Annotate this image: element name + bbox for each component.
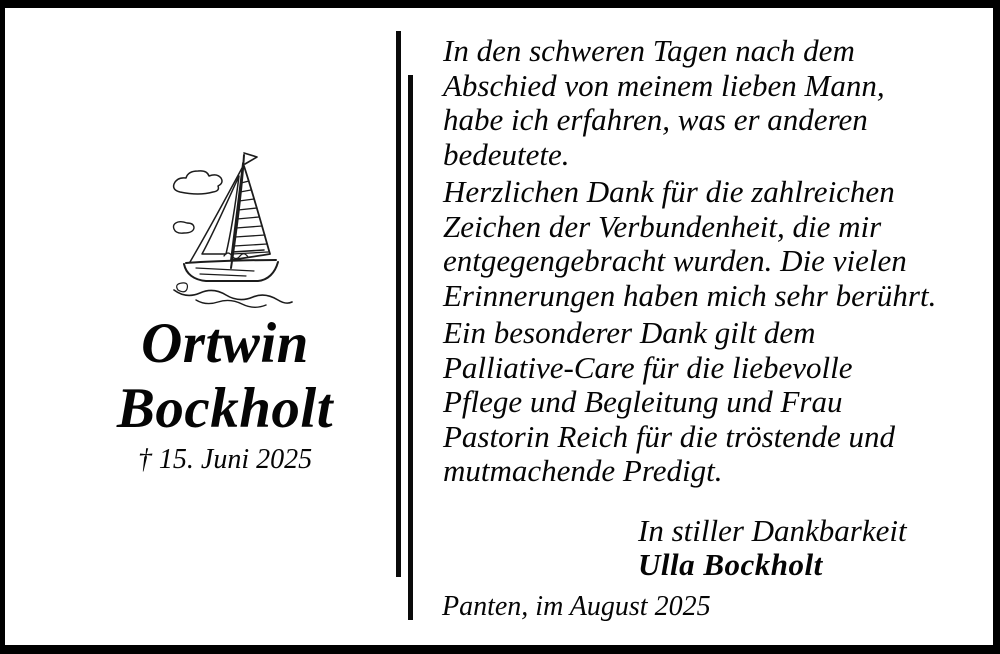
memorial-paragraph-2: Herzlichen Dank für die zahlreichen Zeichen der Verbundenheit, die mir entgegengebracht wurden. Die vielen Erinnerungen haben mich sehr berührt. (443, 174, 937, 313)
closing-line: In stiller Dankbarkeit (638, 513, 907, 548)
deceased-first-name: Ortwin (141, 312, 309, 375)
signature-name: Ulla Bockholt (638, 547, 823, 582)
deceased-name (60, 311, 390, 441)
death-date: † 15. Juni 2025 (137, 444, 313, 475)
memorial-text (443, 34, 983, 489)
memorial-paragraph-3: Ein besonderer Dank gilt dem Palliative-Care für die liebevolle Pflege und Begleitung und Frau Pastorin Reich für die tröstende und mutmachende Predigt. (443, 315, 896, 488)
divider-rule-right (408, 75, 413, 620)
sailboat-icon (166, 148, 296, 312)
divider-rule-left (396, 31, 401, 577)
closing-block (638, 514, 907, 582)
place-date-line: Panten, im August 2025 (442, 591, 711, 622)
memorial-paragraph-1: In den schweren Tagen nach dem Abschied von meinem lieben Mann, habe ich erfahren, was er anderen bedeutete. (443, 33, 885, 172)
deceased-last-name: Bockholt (116, 377, 334, 440)
